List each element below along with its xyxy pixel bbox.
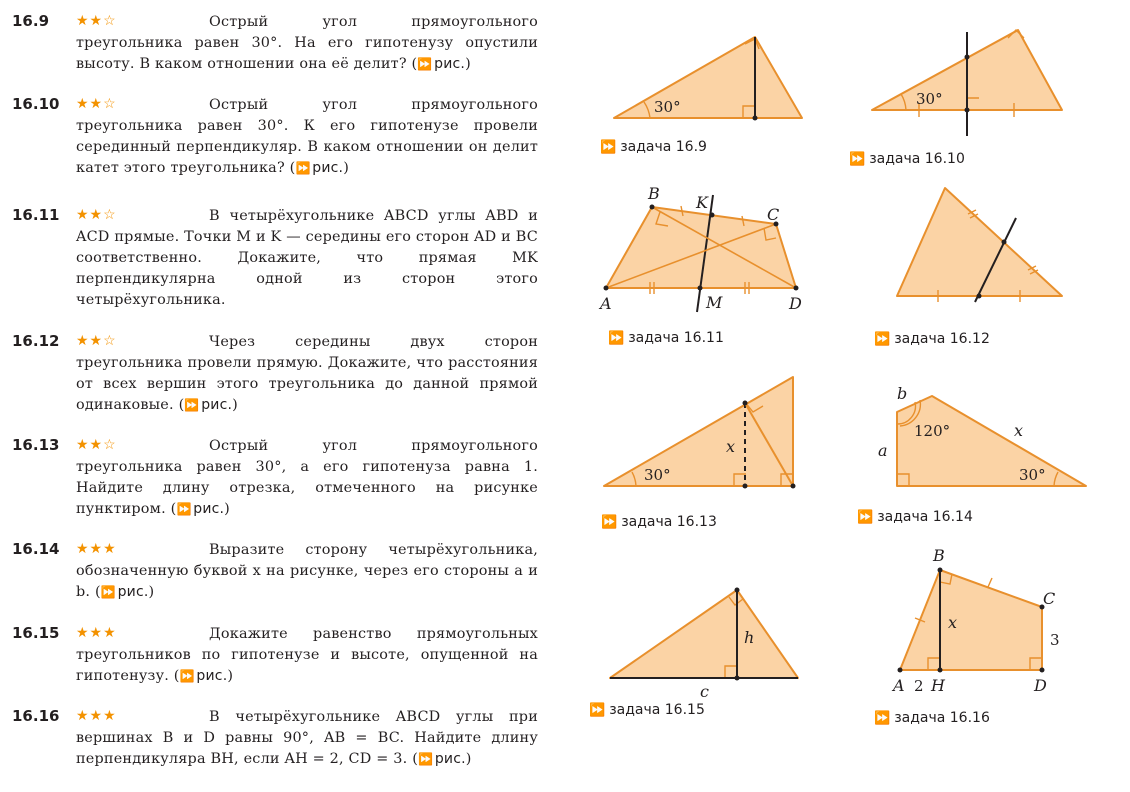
problem-16-9: 16.9 ★★☆ Острый угол прямоугольного треугольника равен 30°. На его гипотенузу опустили высоту. В каком отношении она её делит? (⏩ рис.) bbox=[12, 12, 538, 72]
problem-text: Острый угол прямоугольного треугольника равен 30°. К его гипотенузе провели серединный перпендикуляр. В каком отношении он делит катет этого треугольника? bbox=[76, 97, 538, 176]
figure-caption-16-15[interactable]: ⏩ задача 16.15 bbox=[589, 702, 705, 718]
angle-label: 30° bbox=[644, 466, 671, 484]
triangle-16-9 bbox=[614, 37, 802, 118]
angle-label: 30° bbox=[1019, 466, 1046, 484]
problem-16-16: 16.16 ★★★ В четырёхугольнике ABCD углы при вершинах B и D равны 90°, AB = BC. Найдите длину перпендикуляра BH, если AH = 2, CD = 3. (⏩ рис.) bbox=[12, 707, 538, 767]
vertex-label-c: C bbox=[767, 205, 780, 224]
problem-number: 16.11 bbox=[12, 206, 60, 224]
figure-caption-16-12[interactable]: ⏩ задача 16.12 bbox=[874, 331, 990, 347]
double-arrow-icon: ⏩ bbox=[608, 331, 625, 346]
figure-link[interactable]: рис. bbox=[193, 501, 225, 517]
difficulty-stars: ★★★ bbox=[76, 625, 117, 641]
problem-text: В четырёхугольнике ABCD углы при вершинах B и D равны 90°, AB = BC. Найдите длину перпендикуляра BH, если AH = 2, CD = 3. bbox=[76, 709, 538, 767]
vertex-label-b: B bbox=[648, 184, 660, 203]
difficulty-stars: ★★☆ bbox=[76, 13, 117, 29]
problem-number: 16.14 bbox=[12, 540, 60, 558]
problem-16-10: 16.10 ★★☆ Острый угол прямоугольного треугольника равен 30°. К его гипотенузе провели серединный перпендикуляр. В каком отношении он делит катет этого треугольника? (⏩ рис.) bbox=[12, 95, 538, 176]
double-arrow-icon: ⏩ bbox=[849, 152, 866, 167]
figure-link[interactable]: рис. bbox=[196, 668, 228, 684]
problem-number: 16.13 bbox=[12, 436, 60, 454]
double-arrow-icon: ⏩ bbox=[601, 515, 618, 530]
problem-number: 16.12 bbox=[12, 332, 60, 350]
figure-link[interactable]: рис. bbox=[117, 584, 149, 600]
segment-label-x: x bbox=[948, 613, 958, 632]
figure-link[interactable]: рис. bbox=[434, 751, 466, 767]
vertex-label-d: D bbox=[789, 294, 802, 313]
figure-link[interactable]: рис. bbox=[312, 160, 344, 176]
difficulty-stars: ★★☆ bbox=[76, 96, 117, 112]
figure-link-icon[interactable]: ⏩ bbox=[176, 502, 192, 516]
figure-link-icon[interactable]: ⏩ bbox=[417, 57, 433, 71]
side-label-b: b bbox=[897, 384, 908, 403]
problem-number: 16.16 bbox=[12, 707, 60, 725]
difficulty-stars: ★★☆ bbox=[76, 437, 117, 453]
point-label-k: K bbox=[696, 193, 708, 212]
figure-link[interactable]: рис. bbox=[201, 397, 233, 413]
problem-text: В четырёхугольнике ABCD углы ABD и ACD прямые. Точки M и K — середины его сторон AD и BC соответственно. Докажите, что прямая MK перпендикулярна одной из сторон этого четырёхугольника. bbox=[76, 208, 538, 308]
figure-link-icon[interactable]: ⏩ bbox=[418, 752, 434, 766]
problem-number: 16.10 bbox=[12, 95, 60, 113]
figure-link-icon[interactable]: ⏩ bbox=[179, 669, 195, 683]
vertex-label-c: C bbox=[1043, 589, 1056, 608]
triangle-16-12 bbox=[897, 188, 1062, 296]
triangle-16-13 bbox=[604, 377, 793, 486]
segment-label-h: h bbox=[744, 628, 755, 647]
double-arrow-icon: ⏩ bbox=[874, 711, 891, 726]
double-arrow-icon: ⏩ bbox=[600, 140, 617, 155]
figure-caption-16-13[interactable]: ⏩ задача 16.13 bbox=[601, 514, 717, 530]
angle-label: 120° bbox=[914, 422, 951, 440]
segment-length-cd: 3 bbox=[1050, 631, 1060, 649]
triangle-16-15 bbox=[610, 590, 798, 678]
difficulty-stars: ★★★ bbox=[76, 708, 117, 724]
figure-link-icon[interactable]: ⏩ bbox=[184, 398, 200, 412]
vertex-label-b: B bbox=[933, 546, 945, 565]
point-label-h: H bbox=[931, 676, 945, 695]
angle-label: 30° bbox=[654, 98, 681, 116]
double-arrow-icon: ⏩ bbox=[589, 703, 606, 718]
problem-text: Острый угол прямоугольного треугольника равен 30°, а его гипотенуза равна 1. Найдите длину отрезка, отмеченного на рисунке пунктиром. bbox=[76, 438, 538, 517]
figure-caption-16-11[interactable]: ⏩ задача 16.11 bbox=[608, 330, 724, 346]
figure-caption-16-16[interactable]: ⏩ задача 16.16 bbox=[874, 710, 990, 726]
figure-link-icon[interactable]: ⏩ bbox=[295, 161, 311, 175]
problem-text: Острый угол прямоугольного треугольника равен 30°. На его гипотенузу опустили высоту. В каком отношении она её делит? bbox=[76, 14, 538, 72]
double-arrow-icon: ⏩ bbox=[874, 332, 891, 347]
problem-16-14: 16.14 ★★★ Выразите сторону четырёхугольника, обозначенную буквой x на рисунке, через его стороны a и b. (⏩ рис.) bbox=[12, 540, 538, 600]
vertex-label-a: A bbox=[600, 294, 612, 313]
difficulty-stars: ★★☆ bbox=[76, 333, 117, 349]
vertex-label-d: D bbox=[1034, 676, 1047, 695]
segment-length-ah: 2 bbox=[914, 677, 924, 695]
figure-link-icon[interactable]: ⏩ bbox=[100, 585, 116, 599]
angle-label: 30° bbox=[916, 90, 943, 108]
problem-number: 16.9 bbox=[12, 12, 50, 30]
segment-label-x: x bbox=[726, 437, 736, 456]
problem-16-13: 16.13 ★★☆ Острый угол прямоугольного треугольника равен 30°, а его гипотенуза равна 1. Найдите длину отрезка, отмеченного на рисунке пунктиром. (⏩ рис.) bbox=[12, 436, 538, 517]
double-arrow-icon: ⏩ bbox=[857, 510, 874, 525]
problem-16-12: 16.12 ★★☆ Через середины двух сторон треугольника провели прямую. Докажите, что расстояния от всех вершин этого треугольника до данной прямой одинаковые. (⏩ рис.) bbox=[12, 332, 538, 413]
figure-caption-16-9[interactable]: ⏩ задача 16.9 bbox=[600, 139, 707, 155]
problem-text: Докажите равенство прямоугольных треугольников по гипотенузе и высоте, опущенной на гипотенузу. bbox=[76, 626, 538, 684]
segment-label-c: c bbox=[700, 682, 709, 701]
vertex-label-a: A bbox=[893, 676, 905, 695]
problem-text: Через середины двух сторон треугольника провели прямую. Докажите, что расстояния от всех вершин этого треугольника до данной прямой одинаковые. bbox=[76, 334, 538, 413]
figure-link[interactable]: рис. bbox=[434, 56, 466, 72]
figure-caption-16-10[interactable]: ⏩ задача 16.10 bbox=[849, 151, 965, 167]
problem-number: 16.15 bbox=[12, 624, 60, 642]
point-label-m: M bbox=[706, 293, 723, 312]
side-label-a: a bbox=[878, 441, 888, 460]
difficulty-stars: ★★☆ bbox=[76, 207, 117, 223]
figure-caption-16-14[interactable]: ⏩ задача 16.14 bbox=[857, 509, 973, 525]
difficulty-stars: ★★★ bbox=[76, 541, 117, 557]
problem-16-15: 16.15 ★★★ Докажите равенство прямоугольных треугольников по гипотенузе и высоте, опущенной на гипотенузу. (⏩ рис.) bbox=[12, 624, 538, 684]
side-label-x: x bbox=[1014, 421, 1024, 440]
problem-text: Выразите сторону четырёхугольника, обозначенную буквой x на рисунке, через его стороны a и b. bbox=[76, 542, 538, 600]
